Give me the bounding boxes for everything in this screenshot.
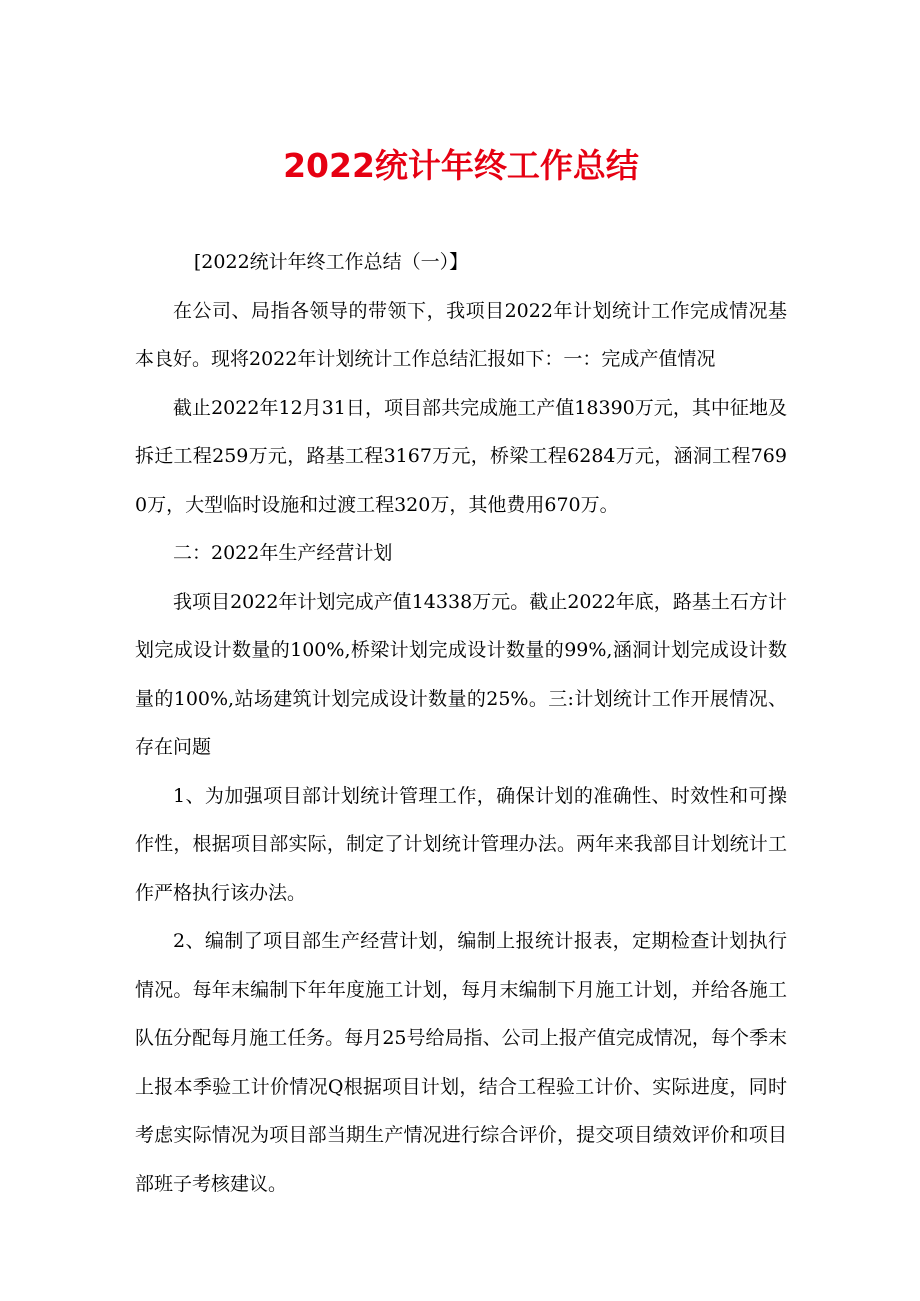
item-1-paragraph: 1、为加强项目部计划统计管理工作，确保计划的准确性、时效性和可操作性，根据项目部实际，制定了计划统计管理办法。两年来我部目计划统计工作严格执行该办法。 bbox=[135, 784, 787, 904]
output-value-paragraph: 截止2022年12月31日，项目部共完成施工产值18390万元，其中征地及拆迁工程259万元，路基工程3167万元，桥梁工程6284万元，涵洞工程7690万，大型临时设施和过渡工程320万，其他费用670万。 bbox=[135, 396, 787, 516]
item-2-paragraph: 2、编制了项目部生产经营计划，编制上报统计报表，定期检查计划执行情况。每年末编制下年年度施工计划，每月末编制下月施工计划，并给各施工队伍分配每月施工任务。每月25号给局指、公司上报产值完成情况，每个季末上报本季验工计价情况Q根据项目计划，结合工程验工计价、实际进度，同时考虑实际情况为项目部当期生产情况进行综合评价，提交项目绩效评价和项目部班子考核建议。 bbox=[135, 930, 787, 1195]
section-2-heading: 二：2022年生产经营计划 bbox=[173, 542, 393, 564]
plan-paragraph: 我项目2022年计划完成产值14338万元。截止2022年底，路基土石方计划完成设计数量的100%,桥梁计划完成设计数量的99%,涵洞计划完成设计数量的100%,站场建筑计划完成设计数量的25%。三:计划统计工作开展情况、存在问题 bbox=[135, 590, 787, 758]
subtitle-paragraph: [2022统计年终工作总结（一）】 bbox=[193, 251, 469, 273]
intro-paragraph: 在公司、局指各领导的带领下，我项目2022年计划统计工作完成情况基本良好。现将2022年计划统计工作总结汇报如下：一：完成产值情况 bbox=[135, 299, 787, 370]
document-body bbox=[135, 238, 787, 1208]
document-title: 2022统计年终工作总结 bbox=[283, 146, 639, 185]
